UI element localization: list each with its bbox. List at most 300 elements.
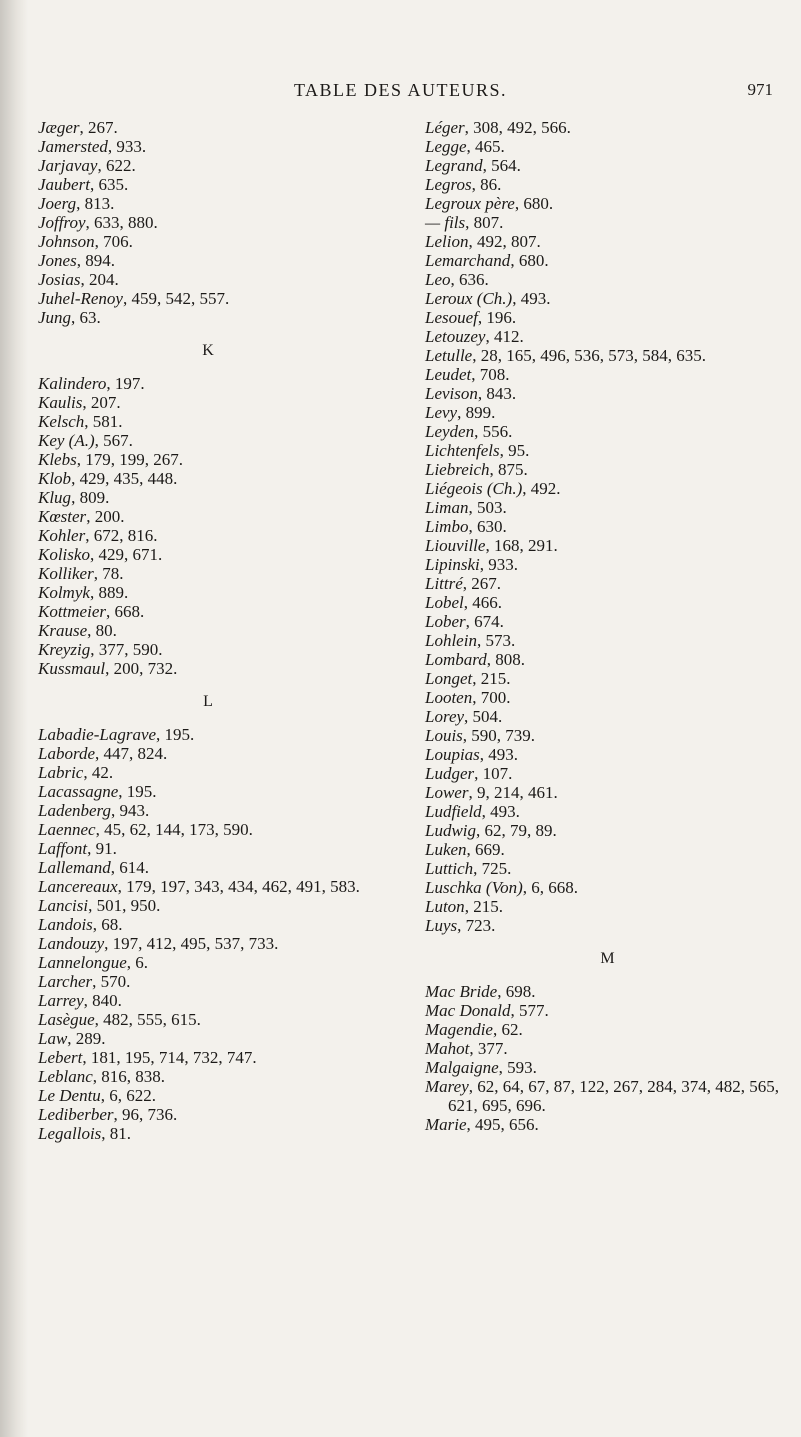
author-name: Jung — [38, 308, 72, 327]
page-references: , 62. — [492, 1020, 523, 1039]
author-name: Kaulis — [38, 393, 83, 412]
page-references: , 943. — [111, 801, 150, 820]
author-name: Looten — [425, 688, 473, 707]
index-entry — [425, 308, 790, 327]
section-letter: L — [203, 693, 213, 710]
page-references: , 503. — [468, 498, 507, 517]
page-references: , 204. — [80, 270, 119, 289]
index-entry — [38, 659, 378, 678]
author-name: Johnson — [38, 232, 95, 251]
index-entry — [38, 801, 378, 820]
index-entry — [425, 1115, 790, 1134]
page-references: , 564. — [482, 156, 521, 175]
page-references: , 723. — [457, 916, 496, 935]
index-entry — [38, 820, 378, 839]
index-entry — [38, 118, 378, 137]
author-name: Kohler — [38, 526, 86, 545]
author-name: Limbo — [425, 517, 469, 536]
index-entry — [38, 858, 378, 877]
index-entry — [425, 726, 790, 745]
page-references: , 680. — [510, 251, 549, 270]
page-references: , 725. — [473, 859, 512, 878]
index-entry — [425, 213, 790, 232]
page-references: , 215. — [464, 897, 503, 916]
author-name: Landouzy — [38, 934, 105, 953]
page-references: , 197, 412, 495, 537, 733. — [104, 934, 279, 953]
index-column-left — [38, 118, 378, 1143]
index-entry — [38, 450, 378, 469]
author-name: Jarjavay — [38, 156, 98, 175]
page-references: , 894. — [76, 251, 115, 270]
index-entry — [425, 289, 790, 308]
index-entry — [38, 545, 378, 564]
index-entry — [425, 1058, 790, 1077]
index-entry — [38, 915, 378, 934]
page-references: , 674. — [465, 612, 504, 631]
index-entry — [38, 251, 378, 270]
index-entry — [38, 194, 378, 213]
page-references: , 933. — [107, 137, 147, 156]
page-references: , 96, 736. — [113, 1105, 178, 1124]
author-name: Legallois — [38, 1124, 102, 1143]
page-references: , 840. — [83, 991, 122, 1010]
page-references: , 633, 880. — [85, 213, 158, 232]
author-name: Jones — [38, 251, 77, 270]
index-entry — [425, 574, 790, 593]
page-references: , 168, 291. — [485, 536, 558, 555]
author-name: Ludger — [425, 764, 475, 783]
index-entry — [38, 782, 378, 801]
author-name: Legros — [425, 175, 472, 194]
page-references: , 501, 950. — [88, 896, 161, 915]
page-references: , 593. — [498, 1058, 537, 1077]
page-references: , 207. — [82, 393, 121, 412]
author-name: Mac Bride — [425, 982, 498, 1001]
index-entry — [425, 175, 790, 194]
index-entry — [425, 422, 790, 441]
index-entry — [425, 593, 790, 612]
author-name: Magendie — [425, 1020, 493, 1039]
author-name: Labric — [38, 763, 84, 782]
index-entry — [38, 564, 378, 583]
page-references: , 80. — [87, 621, 117, 640]
page-references: , 809. — [71, 488, 110, 507]
page-references: , 636. — [450, 270, 489, 289]
author-name: Longet — [425, 669, 473, 688]
section-letter: K — [202, 342, 214, 359]
author-name: Levison — [425, 384, 478, 403]
author-name: Marey — [425, 1077, 469, 1096]
index-entry — [425, 346, 790, 365]
index-entry — [38, 602, 378, 621]
page-references: , 412. — [485, 327, 524, 346]
author-name: Lancisi — [38, 896, 89, 915]
page-references: , 215. — [472, 669, 511, 688]
index-entry — [38, 640, 378, 659]
index-entry — [425, 384, 790, 403]
page-references: , 672, 816. — [85, 526, 158, 545]
author-name: Lasègue — [38, 1010, 95, 1029]
author-name: Lancereaux — [38, 877, 118, 896]
page-references: , 635. — [89, 175, 129, 194]
author-name: Laborde — [38, 744, 95, 763]
index-entry — [425, 982, 790, 1001]
index-entry — [38, 1086, 378, 1105]
author-name: Kottmeier — [38, 602, 106, 621]
page-references: , 179, 197, 343, 434, 462, 491, 583. — [117, 877, 360, 896]
index-entry — [425, 517, 790, 536]
index-entry — [38, 469, 378, 488]
index-entry — [38, 526, 378, 545]
index-entry — [425, 1001, 790, 1020]
author-name: Loupias — [425, 745, 480, 764]
index-entry — [38, 175, 378, 194]
author-name: — fils — [425, 213, 466, 232]
page-references: , 181, 195, 714, 732, 747. — [82, 1048, 257, 1067]
author-name: Joerg — [38, 194, 77, 213]
author-name: Joffroy — [38, 213, 86, 232]
page-references: , 429, 671. — [89, 545, 163, 564]
index-entry — [425, 878, 790, 897]
author-name: Luys — [425, 916, 458, 935]
author-name: Littré — [425, 574, 463, 593]
page-references: , 816, 838. — [92, 1067, 166, 1086]
page-references: , 669. — [466, 840, 505, 859]
author-name: Lichtenfels — [425, 441, 500, 460]
author-name: Liman — [425, 498, 469, 517]
author-name: Le Dentu — [38, 1086, 101, 1105]
index-entry — [38, 289, 378, 308]
page-references: , 933. — [479, 555, 519, 574]
author-name: Law — [38, 1029, 68, 1048]
author-name: Kelsch — [38, 412, 85, 431]
author-name: Lesouef — [425, 308, 478, 327]
index-entry — [425, 897, 790, 916]
index-entry — [425, 441, 790, 460]
author-name: Liebreich — [425, 460, 490, 479]
index-entry — [38, 583, 378, 602]
page-references: , 179, 199, 267. — [76, 450, 183, 469]
page-references: , 622. — [97, 156, 136, 175]
author-name: Lallemand — [38, 858, 111, 877]
index-entry — [38, 953, 378, 972]
author-name: Leblanc — [38, 1067, 93, 1086]
page-references: , 6, 622. — [100, 1086, 157, 1105]
page-references: , 899. — [457, 403, 496, 422]
page-references: , 377, 590. — [90, 640, 163, 659]
author-name: Kolmyk — [38, 583, 90, 602]
page-references: , 42. — [83, 763, 114, 782]
page-references: , 6. — [126, 953, 149, 972]
author-name: Josias — [38, 270, 81, 289]
index-entry — [425, 707, 790, 726]
page-references: , 614. — [110, 858, 149, 877]
index-entry — [425, 251, 790, 270]
page-references: , 630. — [468, 517, 507, 536]
index-entry — [425, 669, 790, 688]
page-references: , 700. — [472, 688, 511, 707]
page-references: , 195. — [156, 725, 195, 744]
page-references: , 668. — [106, 602, 145, 621]
page-references: , 465. — [466, 137, 505, 156]
page-references: , 267. — [462, 574, 502, 593]
page-references: , 9, 214, 461. — [468, 783, 558, 802]
author-name: Mac Donald — [425, 1001, 511, 1020]
page-references: , 45, 62, 144, 173, 590. — [95, 820, 253, 839]
author-name: Landois — [38, 915, 93, 934]
author-name: Jaubert — [38, 175, 90, 194]
index-entry — [425, 194, 790, 213]
page-references: , 78. — [93, 564, 124, 583]
index-entry — [38, 725, 378, 744]
author-name: Lipinski — [425, 555, 480, 574]
author-name: Marie — [425, 1115, 467, 1134]
index-entry — [425, 840, 790, 859]
page-references: , 504. — [464, 707, 503, 726]
index-entry — [425, 631, 790, 650]
index-entry — [38, 1010, 378, 1029]
index-entry — [38, 213, 378, 232]
index-entry — [425, 403, 790, 422]
page-references: , 581. — [84, 412, 123, 431]
index-entry — [38, 412, 378, 431]
author-name: Malgaigne — [425, 1058, 499, 1077]
index-entry — [38, 934, 378, 953]
author-name: Kolisko — [38, 545, 90, 564]
page-references: , 843. — [477, 384, 517, 403]
page-references: , 68. — [92, 915, 123, 934]
page-references: , 570. — [92, 972, 131, 991]
author-name: Larcher — [38, 972, 93, 991]
index-entry — [425, 783, 790, 802]
page-references: , 62, 79, 89. — [476, 821, 557, 840]
index-entry — [425, 688, 790, 707]
index-entry — [425, 859, 790, 878]
page-references: , 698. — [497, 982, 536, 1001]
index-entry — [425, 460, 790, 479]
page-references: , 492. — [522, 479, 561, 498]
page-references: , 107. — [474, 764, 513, 783]
author-name: Mahot — [425, 1039, 470, 1058]
author-name: Lebert — [38, 1048, 83, 1067]
index-entry — [425, 916, 790, 935]
page-references: , 573. — [476, 631, 516, 650]
author-name: Levy — [425, 403, 458, 422]
page-references: , 81. — [101, 1124, 132, 1143]
author-name: Letulle — [425, 346, 473, 365]
index-entry — [38, 877, 378, 896]
page-references: , 429, 435, 448. — [71, 469, 178, 488]
page-references: , 200, 732. — [105, 659, 178, 678]
page-title: TABLE DES AUTEURS. — [293, 80, 508, 100]
index-entry — [425, 365, 790, 384]
index-entry — [425, 479, 790, 498]
author-name: Klug — [38, 488, 72, 507]
author-name: Lobel — [425, 593, 464, 612]
author-name: Kolliker — [38, 564, 94, 583]
index-entry — [38, 431, 378, 450]
index-entry — [425, 764, 790, 783]
author-name: Krause — [38, 621, 88, 640]
author-name: Ludwig — [425, 821, 477, 840]
author-name: Larrey — [38, 991, 84, 1010]
page-references: , 196. — [477, 308, 517, 327]
index-entry — [425, 118, 790, 137]
author-name: Ladenberg — [38, 801, 112, 820]
page-binding-shadow — [0, 0, 28, 1437]
page-references: , 493. — [512, 289, 551, 308]
index-entry — [38, 896, 378, 915]
page-references: , 493. — [481, 802, 520, 821]
page-references: , 706. — [94, 232, 133, 251]
page-references: , 86. — [471, 175, 502, 194]
index-entry — [38, 621, 378, 640]
index-entry — [38, 488, 378, 507]
index-entry — [38, 1029, 378, 1048]
page-references: , 708. — [471, 365, 510, 384]
author-name: Kalindero — [38, 374, 107, 393]
author-name: Kussmaul — [38, 659, 106, 678]
index-entry — [38, 1048, 378, 1067]
index-entry — [425, 498, 790, 517]
page-references: , 308, 492, 566. — [464, 118, 571, 137]
page-references: , 91. — [87, 839, 117, 858]
author-name: Lannelongue — [38, 953, 127, 972]
author-name: Lelion — [425, 232, 469, 251]
index-entry — [425, 1077, 790, 1115]
index-entry — [425, 821, 790, 840]
page-references: , 482, 555, 615. — [94, 1010, 201, 1029]
author-name: Lediberber — [38, 1105, 114, 1124]
page-references: , 289. — [67, 1029, 106, 1048]
page-references: , 267. — [79, 118, 118, 137]
author-name: Legroux père — [425, 194, 515, 213]
page-references: , 495, 656. — [466, 1115, 539, 1134]
index-entry — [38, 308, 378, 327]
author-name: Léger — [425, 118, 465, 137]
author-name: Lober — [425, 612, 466, 631]
author-name: Legrand — [425, 156, 483, 175]
index-entry — [425, 555, 790, 574]
author-name: Laffont — [38, 839, 88, 858]
page-references: , 556. — [474, 422, 513, 441]
author-name: Laennec — [38, 820, 96, 839]
author-name: Luken — [425, 840, 467, 859]
index-entry — [38, 744, 378, 763]
index-entry — [425, 1039, 790, 1058]
index-entry — [38, 1105, 378, 1124]
author-name: Klob — [38, 469, 72, 488]
section-letter: M — [600, 950, 615, 967]
author-name: Leo — [425, 270, 451, 289]
author-name: Klebs — [38, 450, 77, 469]
index-entry — [425, 1020, 790, 1039]
index-entry — [425, 802, 790, 821]
page-references: , 6, 668. — [522, 878, 578, 897]
index-entry — [425, 232, 790, 251]
author-name: Liouville — [425, 536, 486, 555]
page-references: , 466. — [463, 593, 502, 612]
author-name: Lacassagne — [38, 782, 119, 801]
index-entry — [38, 156, 378, 175]
page-header — [0, 80, 801, 106]
author-name: Key (A.) — [38, 431, 95, 450]
index-entry — [38, 507, 378, 526]
page-references: , 63. — [71, 308, 101, 327]
author-name: Ludfield — [425, 802, 482, 821]
page-references: , 377. — [469, 1039, 508, 1058]
page-references: , 95. — [499, 441, 530, 460]
author-name: Legge — [425, 137, 467, 156]
page-references: , 492, 807. — [468, 232, 541, 251]
author-name: Luttich — [425, 859, 474, 878]
author-name: Louis — [425, 726, 463, 745]
page-references: , 813. — [76, 194, 115, 213]
index-entry — [38, 991, 378, 1010]
page-references: , 808. — [486, 650, 525, 669]
index-entry — [425, 327, 790, 346]
author-name: Kœster — [38, 507, 87, 526]
page-references: , 567. — [94, 431, 133, 450]
page-references: , 577. — [510, 1001, 549, 1020]
index-column-right — [425, 118, 790, 1134]
index-entry — [38, 839, 378, 858]
page-references: , 459, 542, 557. — [122, 289, 230, 308]
page-references: , 493. — [479, 745, 519, 764]
index-entry — [38, 232, 378, 251]
index-entry — [38, 270, 378, 289]
index-entry — [38, 763, 378, 782]
page-references: , 889. — [89, 583, 129, 602]
page-references: , 590, 739. — [462, 726, 536, 745]
index-entry — [38, 393, 378, 412]
author-name: Leroux (Ch.) — [425, 289, 513, 308]
page-references: , 197. — [106, 374, 145, 393]
index-entry — [425, 270, 790, 289]
author-name: Lemarchand — [425, 251, 511, 270]
page-references: , 62, 64, 67, 87, 122, 267, 284, 374, 482, 565, 621, 695, 696. — [448, 1077, 779, 1115]
page-references: , 447, 824. — [95, 744, 168, 763]
page-references: , 680. — [514, 194, 554, 213]
index-entry — [425, 745, 790, 764]
index-entry — [38, 374, 378, 393]
page-references: , 875. — [489, 460, 528, 479]
index-entry — [425, 156, 790, 175]
index-entry — [425, 612, 790, 631]
author-name: Lower — [425, 783, 469, 802]
page-references: , 200. — [86, 507, 125, 526]
author-name: Kreyzig — [38, 640, 91, 659]
author-name: Leyden — [425, 422, 475, 441]
author-name: Lorey — [425, 707, 465, 726]
page-references: , 195. — [118, 782, 157, 801]
author-name: Luton — [425, 897, 465, 916]
author-name: Jæger — [38, 118, 80, 137]
index-entry — [38, 1067, 378, 1086]
author-name: Lohlein — [425, 631, 477, 650]
author-name: Labadie-Lagrave — [38, 725, 157, 744]
index-entry — [425, 650, 790, 669]
index-entry — [38, 137, 378, 156]
author-name: Luschka (Von) — [425, 878, 523, 897]
author-name: Jamersted — [38, 137, 108, 156]
index-entry — [38, 972, 378, 991]
author-name: Letouzey — [425, 327, 486, 346]
index-entry — [38, 1124, 378, 1143]
author-name: Lombard — [425, 650, 487, 669]
index-entry — [425, 137, 790, 156]
author-name: Leudet — [425, 365, 472, 384]
